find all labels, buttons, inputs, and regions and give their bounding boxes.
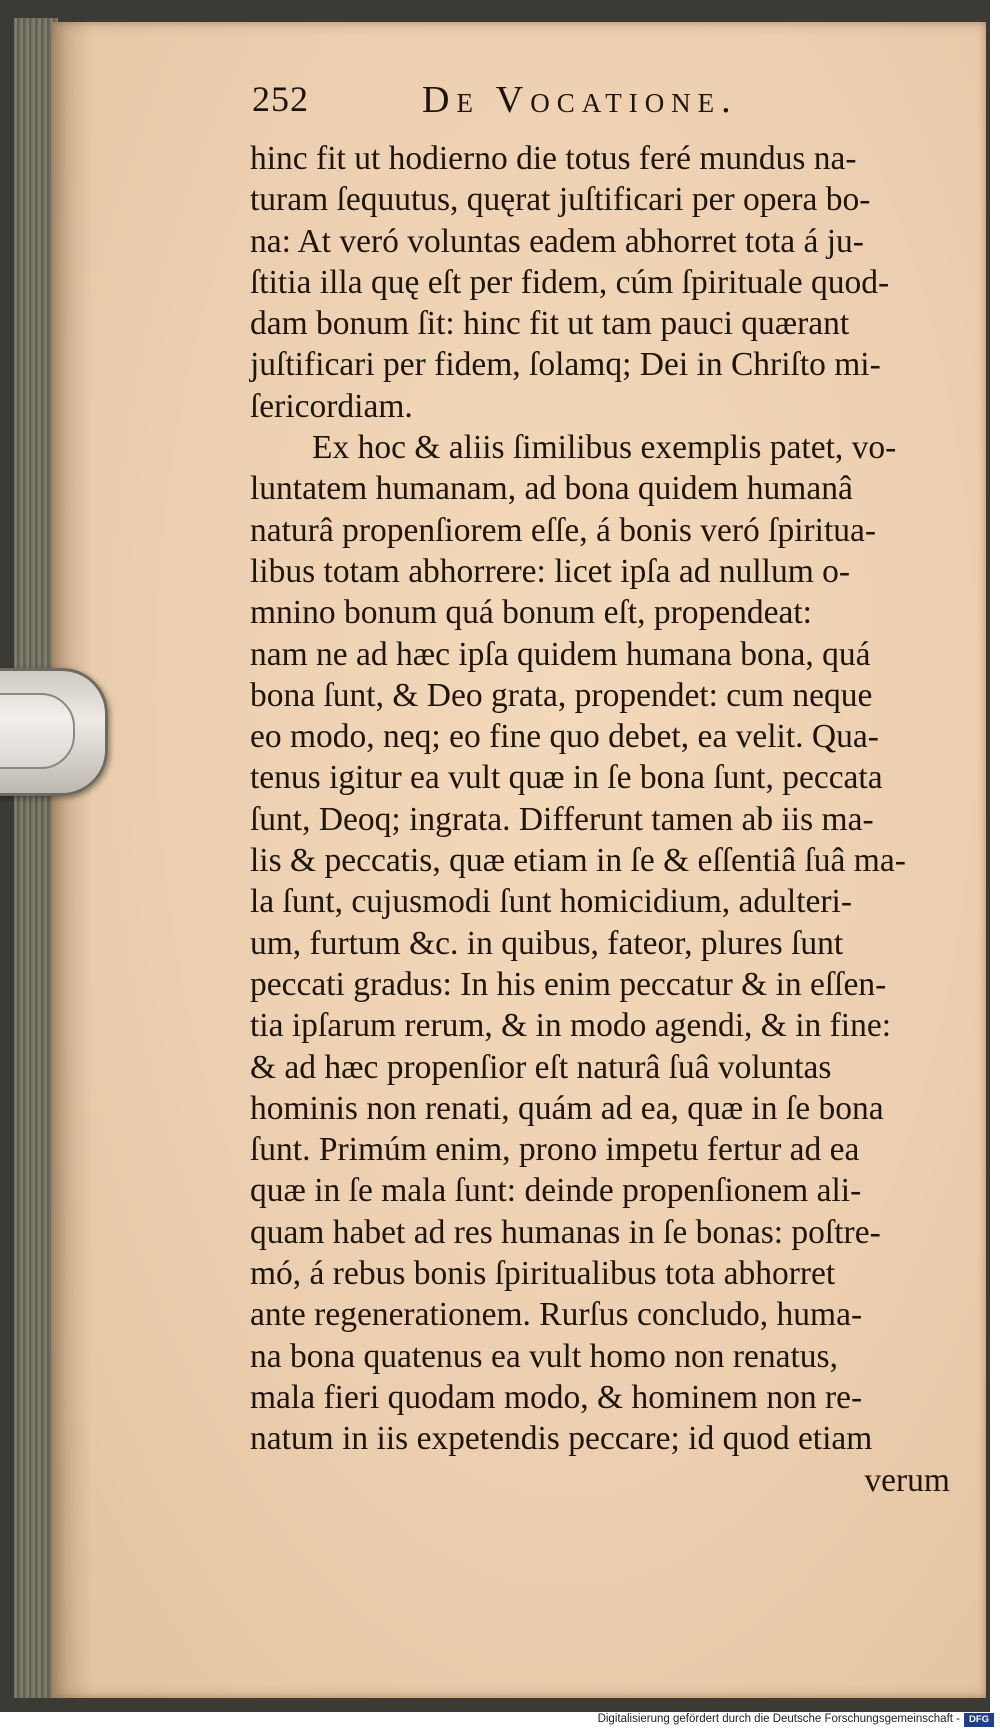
text-line: hinc fit ut hodierno die totus feré mundus na-	[250, 140, 857, 177]
footer-credit-text: Digitalisierung gefördert durch die Deutsche Forschungsgemeinschaft -	[597, 1713, 960, 1725]
text-line: tenus igitur ea vult quæ in ſe bona ſunt, peccata	[250, 759, 883, 797]
text-line: dam bonum ſit: hinc fit ut tam pauci quærant	[250, 305, 850, 343]
text-line: & ad hæc propenſior eſt naturâ ſuâ voluntas	[250, 1048, 832, 1086]
text-line: libus totam abhorrere: licet ipſa ad nullum o-	[250, 552, 851, 590]
running-head	[252, 78, 972, 128]
text-line: peccati gradus: In his enim peccatur & in eſſen-	[250, 965, 887, 1003]
text-line: um, furtum &c. in quibus, fateor, plures ſunt	[250, 924, 844, 962]
page-clip	[0, 668, 108, 796]
text-line: luntatem humanam, ad bona quidem humanâ	[250, 470, 853, 508]
text-line: ſunt. Primúm enim, prono impetu fertur ad ea	[250, 1131, 860, 1169]
text-line: ſtitia illa quę eſt per fidem, cúm ſpirituale quod-	[250, 263, 890, 301]
body-text	[250, 138, 970, 1501]
text-line: la ſunt, cujusmodi ſunt homicidium, adulteri-	[250, 883, 852, 921]
text-line: naturâ propenſiorem eſſe, á bonis veró ſpiritua-	[250, 511, 877, 549]
text-line: ante regenerationem. Rurſus concludo, huma-	[250, 1296, 863, 1334]
text-line: lis & peccatis, quæ etiam in ſe & eſſentiâ ſuâ ma-	[250, 842, 906, 880]
text-line: mala fieri quodam modo, & hominem non re-	[250, 1378, 863, 1416]
text-line: ſericordiam.	[250, 387, 413, 425]
text-line: ſunt, Deoq; ingrata. Differunt tamen ab iis ma-	[250, 800, 874, 838]
text-line: mó, á rebus bonis ſpiritualibus tota abhorret	[250, 1255, 836, 1293]
dfg-logo-icon: DFG	[964, 1713, 994, 1727]
text-line: eo modo, neq; eo fine quo debet, ea velit. Qua-	[250, 718, 879, 756]
text-line: mnino bonum quá bonum eſt, propendeat:	[250, 594, 812, 632]
gutter-shadow	[52, 22, 92, 1698]
page-clip-inner	[0, 693, 75, 769]
text-line: turam ſequutus, quęrat juſtificari per opera bo-	[250, 181, 871, 219]
digitization-footer	[0, 1712, 1000, 1729]
page-number: 252	[252, 79, 309, 119]
paragraph-start-line: Ex hoc & aliis ſimilibus exemplis patet, vo-	[312, 429, 897, 467]
text-line: bona ſunt, & Deo grata, propendet: cum neque	[250, 676, 873, 714]
text-line: na: At veró voluntas eadem abhorret tota á ju-	[250, 222, 864, 260]
text-line: juſtificari per fidem, ſolamq; Dei in Chriſto mi-	[250, 346, 881, 384]
catchword: verum	[864, 1461, 950, 1499]
text-line: nam ne ad hæc ipſa quidem humana bona, quá	[250, 635, 871, 673]
text-line: natum in iis expetendis peccare; id quod etiam	[250, 1420, 873, 1458]
running-title: De Vocatione.	[422, 79, 738, 121]
text-line: tia ipſarum rerum, & in modo agendi, & in fine:	[250, 1007, 892, 1045]
text-line: quam habet ad res humanas in ſe bonas: poſtre-	[250, 1213, 881, 1251]
text-line: hominis non renati, quám ad ea, quæ in ſe bona	[250, 1089, 884, 1127]
text-line: quæ in ſe mala ſunt: deinde propenſionem ali-	[250, 1172, 862, 1210]
text-line: na bona quatenus ea vult homo non renatus,	[250, 1337, 838, 1375]
